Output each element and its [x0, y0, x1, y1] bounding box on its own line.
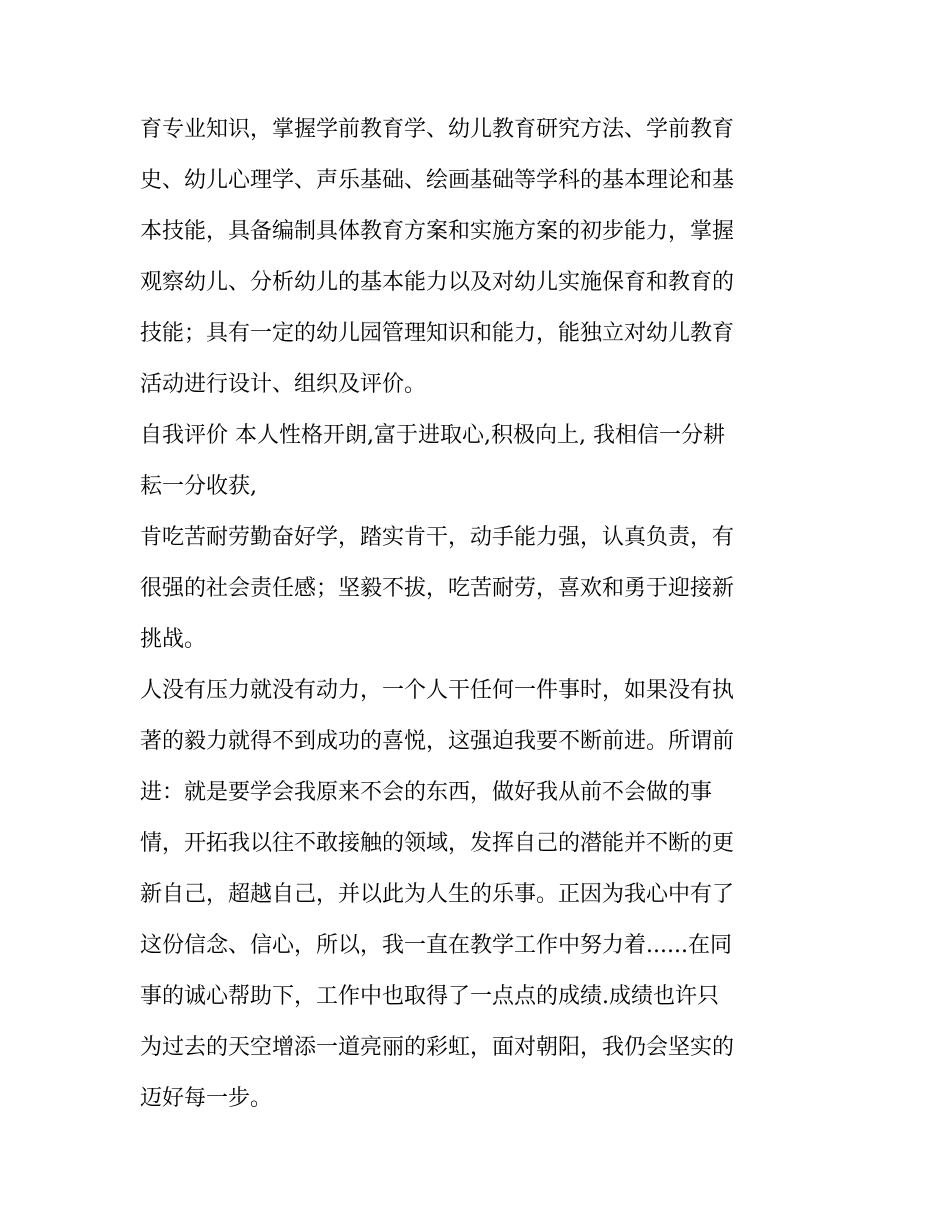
text-line: 进：就是要学会我原来不会的东西，做好我从前不会做的事: [140, 780, 713, 805]
text-line: 新自己，超越自己，并以此为人生的乐事。正因为我心中有了: [140, 882, 735, 907]
text-line: 技能；具有一定的幼儿园管理知识和能力，能独立对幼儿教育: [140, 321, 735, 346]
paragraph-personality: [140, 512, 820, 665]
text-line: 本技能，具备编制具体教育方案和实施方案的初步能力，掌握: [140, 219, 735, 244]
text-line: 挑战。: [140, 627, 207, 652]
text-line: 情，开拓我以往不敢接触的领域，发挥自己的潜能并不断的更: [140, 831, 735, 856]
text-line: 观察幼儿、分析幼儿的基本能力以及对幼儿实施保育和教育的: [140, 270, 735, 295]
text-line: 肯吃苦耐劳勤奋好学，踏实肯干，动手能力强，认真负责，有: [140, 525, 735, 550]
document-body: [140, 104, 820, 1124]
text-line: 史、幼儿心理学、声乐基础、绘画基础等学科的基本理论和基: [140, 168, 735, 193]
text-line: 耘一分收获,: [140, 474, 257, 499]
text-line: 为过去的天空增添一道亮丽的彩虹，面对朝阳，我仍会坚实的: [140, 1035, 735, 1060]
text-line: 这份信念、信心，所以，我一直在教学工作中努力着......在同: [140, 933, 732, 958]
text-line: 自我评价 本人性格开朗,富于进取心,积极向上, 我相信一分耕: [140, 423, 725, 448]
paragraph-motivation: [140, 665, 820, 1124]
text-line: 活动进行设计、组织及评价。: [140, 372, 427, 397]
text-line: 很强的社会责任感；坚毅不拔，吃苦耐劳，喜欢和勇于迎接新: [140, 576, 735, 601]
text-line: 著的毅力就得不到成功的喜悦，这强迫我要不断前进。所谓前: [140, 729, 735, 754]
text-line: 迈好每一步。: [140, 1086, 273, 1111]
text-line: 人没有压力就没有动力，一个人干任何一件事时，如果没有执: [140, 678, 735, 703]
text-line: 育专业知识，掌握学前教育学、幼儿教育研究方法、学前教育: [140, 117, 735, 142]
text-line: 事的诚心帮助下，工作中也取得了一点点的成绩.成绩也许只: [140, 984, 719, 1009]
paragraph-education: [140, 104, 820, 410]
paragraph-self-evaluation: [140, 410, 820, 512]
